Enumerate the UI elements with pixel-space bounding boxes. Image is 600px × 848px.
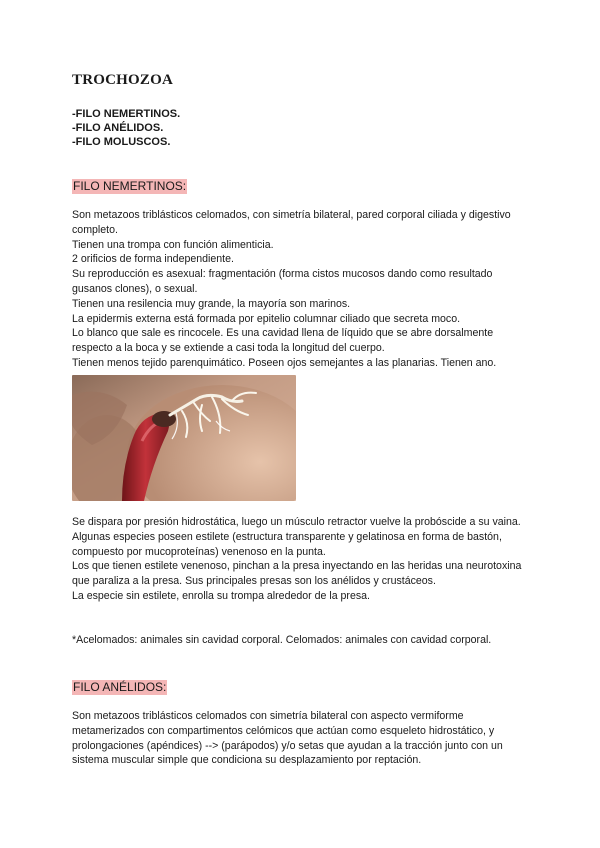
nemertean-proboscis-photo [72,375,296,501]
phylum-list [72,107,180,149]
section-heading-anelidos: FILO ANÉLIDOS: [73,680,167,694]
paragraph: Tienen menos tejido parenquimático. Poseen ojos semejantes a las planarias. Tienen ano. [72,356,497,369]
paragraph: Son metazoos triblásticos celomados con simetría bilateral con aspecto vermiforme metamerizados con compartimentos celómicos que actúan como esqueleto hidrostático, y prolongaciones (apéndices) --> (parápodos) y/o setas que ayudan a la tracción junto con un sistema muscular simple que condiciona su desplazamiento por reptación. [72,710,503,767]
paragraph: Tienen una resilencia muy grande, la mayoría son marinos. [72,297,351,310]
nemertinos-intro [72,208,532,371]
paragraph: La epidermis externa está formada por epitelio columnar ciliado que secreta moco. [72,312,461,325]
phylum-list-item: -FILO NEMERTINOS. [72,108,181,120]
section-heading-nemertinos: FILO NEMERTINOS: [73,179,187,193]
paragraph: Los que tienen estilete venenoso, pinchan a la presa inyectando en las heridas una neurotoxina que paraliza a la presa. Sus principales presas son los anélidos y crustáceos. [72,560,522,588]
nemertinos-details [72,515,532,604]
page-title: TROCHOZOA [72,72,173,88]
paragraph: Tienen una trompa con función alimenticia. [72,238,274,251]
paragraph: Algunas especies poseen estilete (estructura transparente y gelatinosa en forma de bastón, compuesto por mucoproteínas) venenoso en la punta. [72,530,502,558]
paragraph: Son metazoos triblásticos celomados, con simetría bilateral, pared corporal ciliada y digestivo completo. [72,209,511,236]
paragraph: Su reproducción es asexual: fragmentación (forma cistos mucosos dando como resultado gusanos clones), o sexual. [72,268,493,295]
phylum-list-item: -FILO MOLUSCOS. [72,136,171,148]
footnote-definition: *Acelomados: animales sin cavidad corporal. Celomados: animales con cavidad corporal. [72,634,492,646]
anelidos-intro [72,709,532,768]
phylum-list-item: -FILO ANÉLIDOS. [72,122,164,134]
paragraph: Se dispara por presión hidrostática, luego un músculo retractor vuelve la probóscide a su vaina. [72,516,521,528]
paragraph: La especie sin estilete, enrolla su trompa alrededor de la presa. [72,589,370,602]
paragraph: Lo blanco que sale es rincocele. Es una cavidad llena de líquido que se abre dorsalmente respecto a la boca y se extiende a casi toda la longitud del cuerpo. [72,327,494,355]
paragraph: 2 orificios de forma independiente. [72,253,234,266]
